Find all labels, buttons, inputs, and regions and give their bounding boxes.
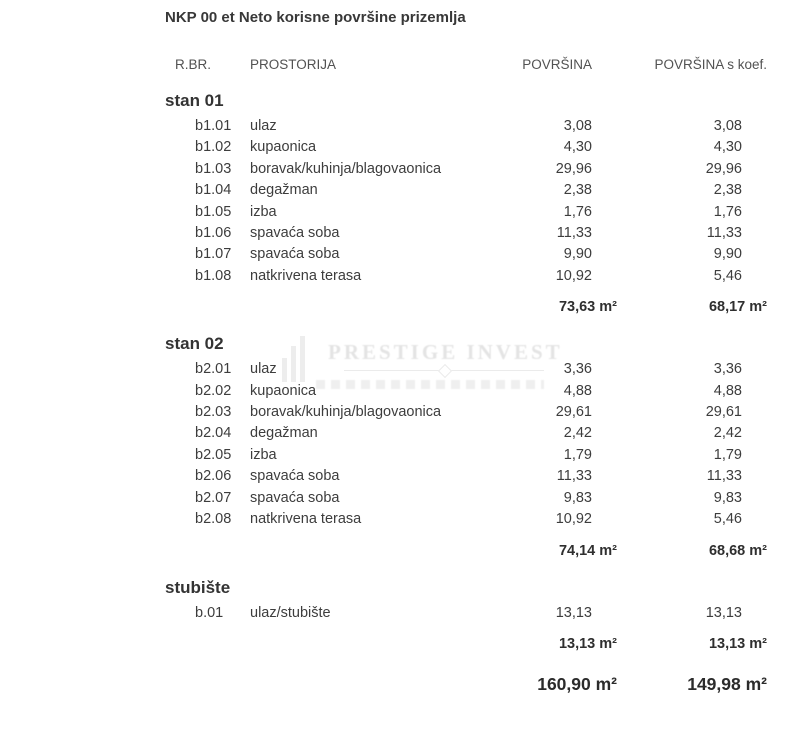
row-name: natkrivena terasa	[250, 267, 362, 284]
table-row	[165, 445, 780, 466]
table-row	[165, 266, 780, 287]
row-code: b1.03	[195, 160, 232, 177]
row-code: b1.06	[195, 225, 232, 242]
row-area-koef: 4,88	[713, 382, 742, 399]
row-area: 4,30	[563, 139, 592, 156]
table-section	[165, 90, 780, 317]
row-area-koef: 29,96	[705, 160, 742, 177]
table-row	[165, 359, 780, 380]
table-row	[165, 402, 780, 423]
row-code: b1.01	[195, 118, 232, 134]
row-area-koef: 4,30	[713, 139, 742, 156]
row-name: ulaz	[250, 361, 277, 378]
table-row	[165, 116, 780, 137]
row-code: b1.02	[195, 139, 232, 156]
subtotal-area-koef: 68,17 m²	[708, 299, 767, 316]
section-rows	[165, 603, 780, 624]
row-code: b2.01	[195, 361, 232, 378]
watermark-text: PRESTIGE INVEST	[328, 340, 563, 364]
section-title: stan 01	[165, 91, 224, 110]
row-area-koef: 5,46	[713, 511, 742, 528]
row-name: izba	[250, 203, 277, 220]
row-name: degažman	[250, 182, 318, 199]
subtotal-area-koef: 13,13 m²	[708, 635, 767, 652]
row-area: 2,38	[563, 182, 592, 199]
table-row	[165, 223, 780, 244]
section-subtotal-row	[165, 634, 780, 654]
row-area: 3,36	[563, 361, 592, 378]
row-area: 2,42	[563, 425, 592, 442]
row-area: 29,61	[555, 404, 592, 421]
row-code: b1.07	[195, 246, 232, 263]
grand-total-row	[165, 672, 780, 696]
row-area-koef: 11,33	[706, 225, 742, 242]
row-area-koef: 3,08	[713, 118, 742, 134]
row-area: 11,33	[556, 468, 592, 485]
row-area-koef: 11,33	[706, 468, 742, 485]
row-name: boravak/kuhinja/blagovaonica	[250, 404, 442, 421]
subtotal-area: 74,14 m²	[558, 542, 617, 559]
row-code: b2.06	[195, 468, 232, 485]
header-povrsina-koef: POVRŠINA s koef.	[654, 57, 767, 72]
row-area: 4,88	[563, 382, 592, 399]
table-row	[165, 244, 780, 265]
header-rbr: R.BR.	[175, 57, 212, 72]
subtotal-area: 13,13 m²	[558, 635, 617, 652]
grand-total-area: 160,90 m²	[537, 673, 617, 694]
row-name: izba	[250, 446, 277, 463]
row-area: 13,13	[555, 604, 592, 621]
row-area-koef: 1,76	[713, 203, 742, 220]
row-name: spavaća soba	[250, 246, 340, 263]
table-body	[165, 90, 780, 654]
row-code: b2.02	[195, 382, 232, 399]
row-code: b2.05	[195, 446, 232, 463]
row-area-koef: 9,83	[713, 489, 742, 506]
row-area: 1,76	[563, 203, 592, 220]
row-code: b2.04	[195, 425, 232, 442]
table-section	[165, 577, 780, 654]
header-prostorija: PROSTORIJA	[250, 57, 337, 72]
row-area-koef: 9,90	[713, 246, 742, 263]
subtotal-area: 73,63 m²	[558, 299, 617, 316]
row-area-koef: 3,36	[713, 361, 742, 378]
row-name: kupaonica	[250, 139, 317, 156]
row-name: spavaća soba	[250, 468, 340, 485]
area-table-document	[165, 8, 780, 696]
row-code: b1.04	[195, 182, 232, 199]
section-rows	[165, 359, 780, 530]
table-header-row	[165, 56, 780, 74]
row-area: 10,92	[555, 267, 592, 284]
table-row	[165, 466, 780, 487]
row-area-koef: 2,42	[713, 425, 742, 442]
section-subtotal-row	[165, 297, 780, 317]
header-povrsina: POVRŠINA	[522, 57, 592, 72]
table-row	[165, 137, 780, 158]
table-row	[165, 159, 780, 180]
row-code: b2.07	[195, 489, 232, 506]
row-area-koef: 13,13	[705, 604, 742, 621]
section-rows	[165, 116, 780, 287]
row-name: natkrivena terasa	[250, 511, 362, 528]
grand-total-area-koef: 149,98 m²	[687, 673, 767, 694]
header-spacer	[165, 56, 175, 74]
table-row	[165, 603, 780, 624]
row-area: 11,33	[556, 225, 592, 242]
row-name: ulaz/stubište	[250, 604, 331, 621]
page-title: NKP 00 et Neto korisne površine prizemlja	[165, 9, 466, 26]
row-area-koef: 5,46	[713, 267, 742, 284]
table-row	[165, 423, 780, 444]
row-area-koef: 2,38	[713, 182, 742, 199]
row-area: 3,08	[563, 118, 592, 134]
section-subtotal-row	[165, 541, 780, 561]
section-title: stubište	[165, 577, 231, 597]
row-name: degažman	[250, 425, 318, 442]
row-name: spavaća soba	[250, 225, 340, 242]
table-row	[165, 509, 780, 530]
row-name: spavaća soba	[250, 489, 340, 506]
table-row	[165, 202, 780, 223]
row-area: 29,96	[555, 160, 592, 177]
row-code: b.01	[195, 604, 224, 621]
table-row	[165, 488, 780, 509]
row-area: 9,83	[563, 489, 592, 506]
row-area-koef: 1,79	[713, 446, 742, 463]
row-code: b1.05	[195, 203, 232, 220]
table-section	[165, 333, 780, 560]
table-row	[165, 180, 780, 201]
row-area: 9,90	[563, 246, 592, 263]
row-area-koef: 29,61	[705, 404, 742, 421]
table-row	[165, 381, 780, 402]
row-name: boravak/kuhinja/blagovaonica	[250, 160, 442, 177]
row-name: kupaonica	[250, 382, 317, 399]
row-area: 10,92	[555, 511, 592, 528]
row-code: b2.08	[195, 511, 232, 528]
row-code: b1.08	[195, 267, 232, 284]
row-area: 1,79	[563, 446, 592, 463]
row-name: ulaz	[250, 118, 277, 134]
row-code: b2.03	[195, 404, 232, 421]
section-title: stan 02	[165, 334, 224, 354]
subtotal-area-koef: 68,68 m²	[708, 542, 767, 559]
